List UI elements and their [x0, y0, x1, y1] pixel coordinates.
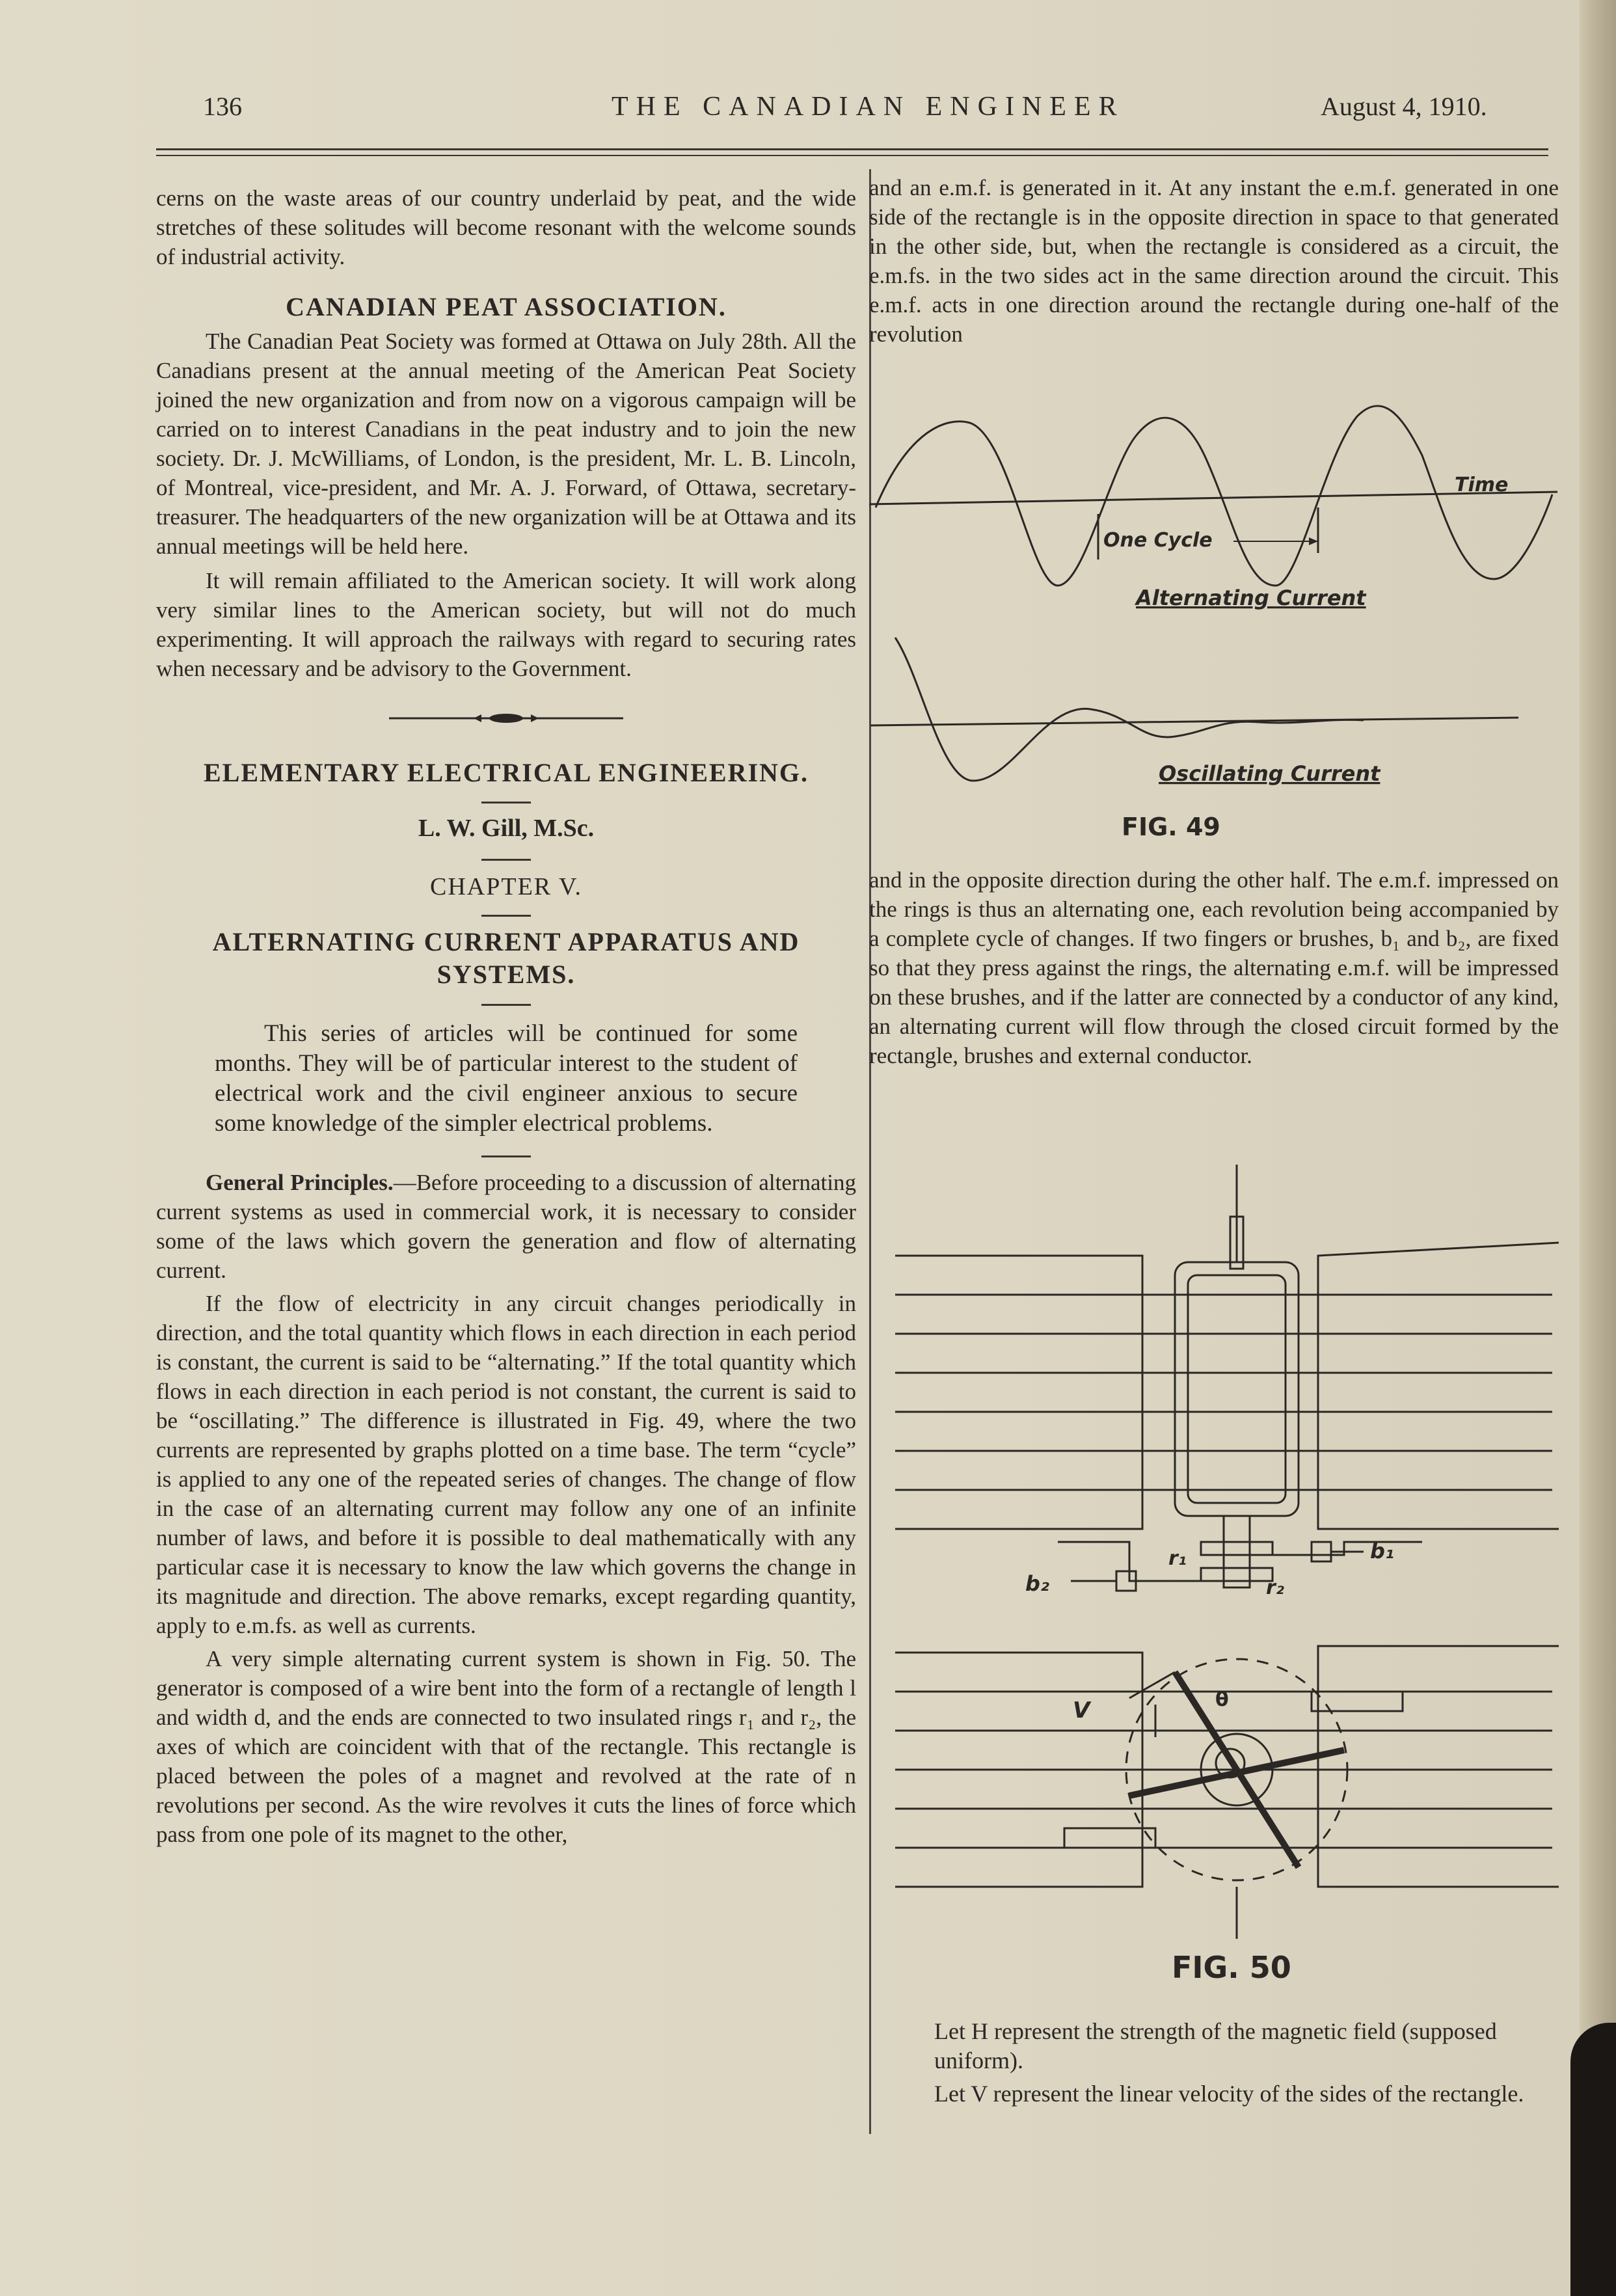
time-label: Time	[1455, 474, 1509, 496]
fig-49-caption: FIG. 49	[1122, 813, 1220, 841]
let-h-paragraph: Let H represent the strength of the magnetic field (supposed uniform).	[934, 2018, 1497, 2073]
let-v-paragraph: Let V represent the linear velocity of the sides of the rectangle.	[934, 2081, 1524, 2107]
cycle-label: One Cycle	[1103, 529, 1213, 552]
general-principles-lead: General Principles.	[206, 1170, 394, 1195]
peat-heading: CANADIAN PEAT ASSOCIATION.	[286, 292, 727, 321]
right-column	[869, 173, 1559, 349]
field-lines	[895, 1295, 1552, 1490]
divider	[481, 1155, 531, 1157]
chapter-title: ALTERNATING CURRENT APPARATUS AND SYSTEMS.	[212, 927, 800, 989]
label-r2: r₂	[1266, 1576, 1284, 1599]
oscillating-current-wave	[895, 638, 1364, 781]
label-r1: r₁	[1168, 1547, 1187, 1570]
series-intro: This series of articles will be continued for some months. They will be of particular interest to the student of electrical work and the civil engineer anxious to secure some knowledge of the simpler electrical problems.	[215, 1020, 798, 1137]
opening-paragraph: cerns on the waste areas of our country underlaid by peat, and the wide stretches of these solitudes will become resonant with the welcome sounds of industrial activity.	[156, 185, 856, 269]
oscillating-label: Oscillating Current	[1159, 761, 1380, 786]
divider	[481, 802, 531, 804]
fig-50-caption: FIG. 50	[1172, 1950, 1291, 1985]
ring-r2	[1201, 1568, 1273, 1581]
coil-rectangle	[1175, 1262, 1299, 1516]
general-principles-paragraph	[156, 1168, 856, 1285]
left-column	[156, 183, 856, 1849]
time-axis-2	[870, 718, 1518, 725]
article-heading: ELEMENTARY ELECTRICAL ENGINEERING.	[203, 758, 809, 787]
page-edge	[1580, 0, 1616, 2296]
alternating-definition-paragraph: If the flow of electricity in any circuit changes periodically in direction, and the total quantity which flows in each direction in each period is constant, the current is said to be “alternating.” If the total quantity which flows in each direction in each period is not constant, the current is said to be “oscillating.” The difference is illustrated in Fig. 49, where the two currents are represented by graphs plotted on a time base. The term “cycle” is applied to any one of the repeated series of changes. The change of flow in the case of an alternating current may follow any one of an infinite number of laws, and before it is possible to deal mathematically with any particular case it is necessary to know the law which governs the change in its magnitude and direction. The above remarks, except regarding quantity, apply to e.m.fs. as well as currents.	[156, 1291, 856, 1638]
coil-inner	[1188, 1275, 1286, 1503]
simple-system-paragraph: A very simple alternating current system is shown in Fig. 50. The generator is composed of a wire bent into the form of a rectangle of length l and width d, and the ends are connected to two insulated rings r₁ and r₂, the axes of which are coincident with that of the rectangle. This rectangle is placed between the poles of a magnet and revolved at the rate of n revolutions per second. As the wire revolves it cuts the lines of force which pass from one pole of its magnet to the other,	[156, 1646, 856, 1847]
issue-date: August 4, 1910.	[1321, 92, 1487, 121]
right-pole-face	[1318, 1243, 1559, 1529]
ornament-icon	[389, 712, 623, 725]
shaft	[1224, 1516, 1250, 1587]
alternating-current-wave	[876, 406, 1552, 586]
author-name: L. W. Gill, M.Sc.	[418, 815, 595, 842]
page-number: 136	[203, 92, 242, 121]
divider	[481, 915, 531, 917]
emf-paragraph: and an e.m.f. is generated in it. At any instant the e.m.f. generated in one side of the rectangle is in the opposite direction in space to that generated in the other side, but, when the rectangle is considered as a circuit, the e.m.fs. in the two sides act in the same direction around the circuit. This e.m.f. acts in one direction around the rectangle during one-half of the revolution	[869, 175, 1559, 347]
divider	[481, 1004, 531, 1006]
journal-title: THE CANADIAN ENGINEER	[612, 92, 1125, 122]
field-lines-end	[895, 1692, 1552, 1848]
brushes-paragraph: and in the opposite direction during the other half. The e.m.f. impressed on the rings is thus an alternating one, each revolution being accompanied by a complete cycle of changes. If two fingers or brushes, b₁ and b₂, are fixed so that they press against the rings, the alternating e.m.f. will be impressed on these brushes, and if the latter are connected by a conductor of any kind, an alternating current will flow through the closed circuit formed by the rectangle, brushes and external conductor.	[869, 867, 1559, 1068]
chapter-number: CHAPTER V.	[430, 873, 582, 900]
ring-r1	[1201, 1542, 1273, 1555]
header-rule	[156, 148, 1548, 150]
left-pole-face	[895, 1256, 1142, 1529]
brush-block-b1	[1312, 1542, 1331, 1561]
header-rule-secondary	[156, 155, 1548, 156]
brush-b1	[1273, 1542, 1422, 1555]
divider	[481, 859, 531, 861]
label-b2: b₂	[1025, 1571, 1049, 1596]
general-principles-text: —Before proceeding to a discussion of alternating current systems as used in commercial work, it is necessary to consider some of the laws which govern the generation and flow of alternating current.	[156, 1170, 857, 1283]
alternating-label: Alternating Current	[1136, 586, 1366, 610]
ornament-divider	[156, 703, 856, 732]
brush-end-right	[1312, 1692, 1403, 1711]
right-pole-end	[1318, 1646, 1559, 1887]
label-v: V	[1073, 1697, 1090, 1723]
figure-50	[869, 1165, 1565, 2030]
peat-paragraph-2: It will remain affiliated to the American society. It will work along very similar lines to the American society, but will not do much experimenting. It will approach the railways with regard to securing rates when necessary and be advisory to the Government.	[156, 568, 856, 681]
label-theta: θ	[1215, 1688, 1229, 1711]
label-b1: b₁	[1370, 1539, 1394, 1563]
figure-49	[869, 390, 1565, 859]
peat-paragraph: The Canadian Peat Society was formed at Ottawa on July 28th. All the Canadians present at the annual meeting of the American Peat Society joined the new organization and from now on a vigorous campaign will be carried on to interest Canadians in the peat industry and to join the new society. Dr. J. McWilliams, of London, is the president, Mr. L. B. Lincoln, of Montreal, vice-president, and Mr. A. J. Forward, of Ottawa, secretary-treasurer. The headquarters of the new organization will be at Ottawa and its annual meetings will be held here.	[156, 329, 856, 559]
arrowhead-icon	[1309, 537, 1318, 545]
right-column-bottom	[869, 2017, 1559, 2109]
book-binding-shadow	[1570, 2023, 1616, 2296]
right-column-middle	[869, 865, 1559, 1070]
